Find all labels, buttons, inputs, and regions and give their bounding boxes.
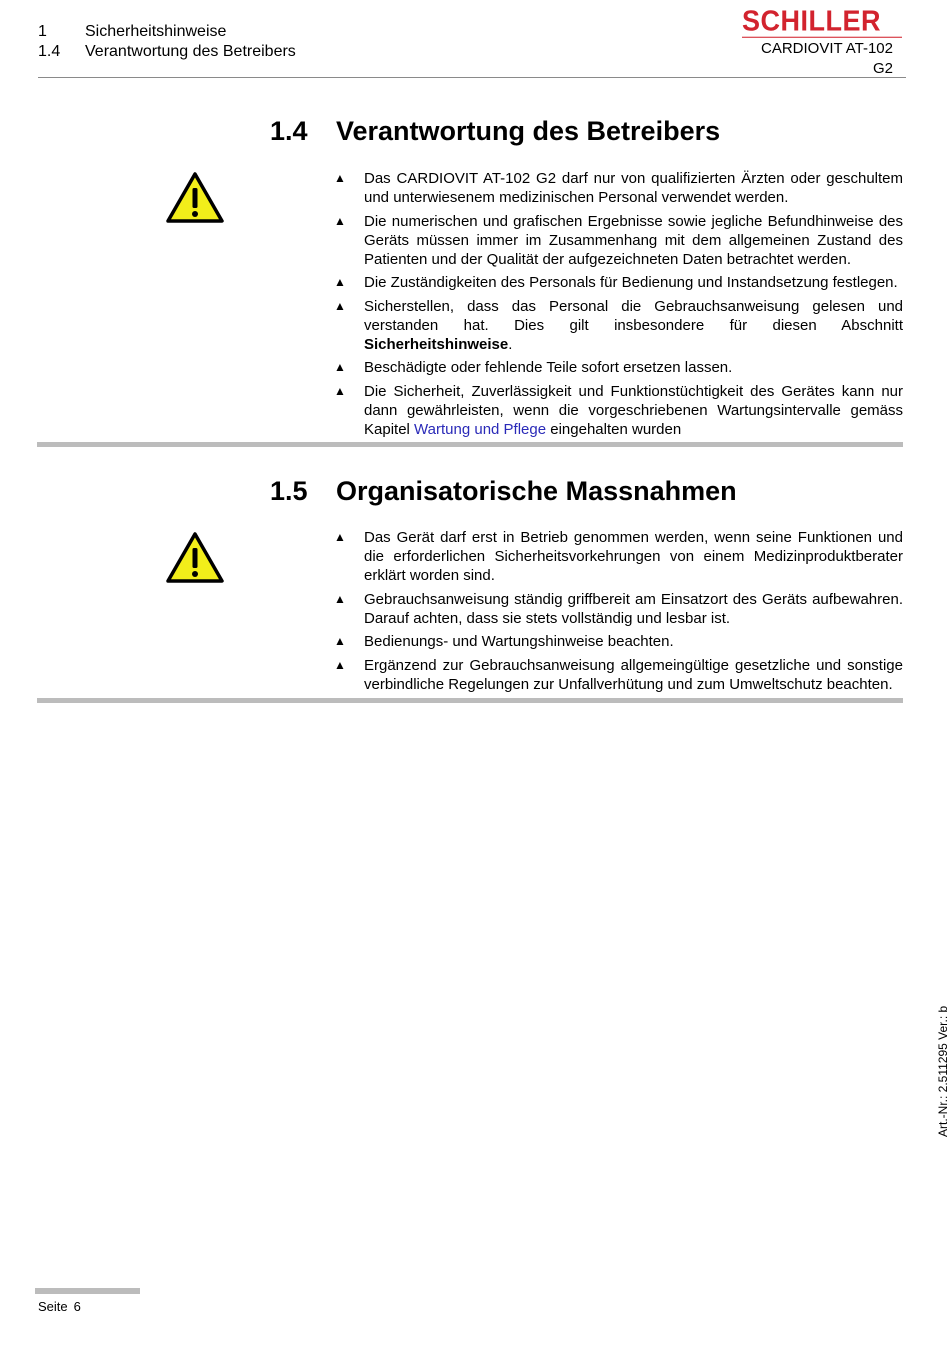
list-item: ▲ Die Zuständigkeiten des Personals für Bedienung und Instandsetzung festlegen. xyxy=(334,274,898,291)
bullet-triangle-icon: ▲ xyxy=(334,591,346,606)
cross-reference-link[interactable]: Wartung und Pflege xyxy=(414,420,547,438)
schiller-logo: SCHILLER xyxy=(742,5,902,38)
section-title: Verantwortung des Betreibers xyxy=(85,43,296,60)
section-heading-title: Organisatorische Massnahmen xyxy=(336,476,737,506)
section-heading xyxy=(270,475,737,507)
header-divider xyxy=(38,77,906,78)
list-item: ▲ Das Gerät darf erst in Betrieb genommen werden, wenn seine Funktionen und die erforderlichen Sicherheitsvorkehrungen von einem Medizinproduktberater erklärt worden sind. xyxy=(334,529,903,584)
chapter-title: Sicherheitshinweise xyxy=(85,23,227,40)
chapter-number: 1 xyxy=(38,23,47,40)
page-number: 6 xyxy=(73,1299,81,1314)
running-header-section xyxy=(38,42,296,62)
bullet-triangle-icon: ▲ xyxy=(334,275,346,289)
list-item: ▲ Ergänzend zur Gebrauchsanweisung allgemeingültige gesetzliche und sonstige verbindliche Regelungen zur Unfallverhütung und zum Umweltschutz beachten. xyxy=(334,656,903,693)
section-number: 1.4 xyxy=(38,43,61,60)
page-label: Seite xyxy=(38,1299,68,1314)
brand-block xyxy=(742,6,902,79)
bullet-triangle-icon: ▲ xyxy=(334,634,346,648)
bullet-list xyxy=(334,169,903,443)
section-heading xyxy=(270,115,720,147)
bullet-triangle-icon: ▲ xyxy=(334,530,346,544)
device-model: CARDIOVIT AT-102 G2 xyxy=(761,40,893,77)
bullet-triangle-icon: ▲ xyxy=(334,298,346,313)
list-item: ▲ Das CARDIOVIT AT-102 G2 darf nur von qualifizierten Ärzten oder geschultem und unterwiesenem medizinischen Personal verwendet werden. xyxy=(334,170,903,206)
section-heading-title: Verantwortung des Betreibers xyxy=(336,116,721,146)
section-divider xyxy=(37,698,903,703)
bullet-triangle-icon: ▲ xyxy=(334,383,346,398)
list-item: ▲ Gebrauchsanweisung ständig griffbereit am Einsatzort des Geräts aufbewahren. Darauf achten, dass sie stets vollständig und lesbar ist. xyxy=(334,590,903,627)
warning-triangle-icon xyxy=(166,532,224,584)
section-divider xyxy=(37,442,903,447)
warning-triangle-icon xyxy=(166,172,224,224)
bullet-triangle-icon: ▲ xyxy=(334,657,346,672)
footer-bar xyxy=(35,1288,140,1294)
bullet-triangle-icon: ▲ xyxy=(334,213,346,228)
bullet-triangle-icon: ▲ xyxy=(334,360,346,374)
bullet-triangle-icon: ▲ xyxy=(334,171,346,185)
bullet-list xyxy=(334,528,903,698)
running-header xyxy=(38,22,296,62)
section-heading-number: 1.5 xyxy=(270,476,308,506)
section-heading-number: 1.4 xyxy=(270,116,308,146)
list-item: ▲ Die Sicherheit, Zuverlässigkeit und Funktionstüchtigkeit des Gerätes kann nur dann gewährleisten, wenn die vorgeschriebenen Wartungsintervalle gemäss Kapitel Wartung und Pflege eingehalten wurden xyxy=(334,382,903,438)
list-item: ▲ Bedienungs- und Wartungshinweise beachten. xyxy=(334,633,674,650)
list-item: ▲ Die numerischen und grafischen Ergebnisse sowie jegliche Befundhinweise des Geräts müssen immer im Zusammenhang mit dem allgemeinen Zustand des Patienten und der Qualität der aufgezeichneten Daten betrachtet werden. xyxy=(334,212,903,268)
article-number: Art.-Nr.: 2.511295 Ver.: b xyxy=(936,1005,950,1137)
list-item: ▲ Sicherstellen, dass das Personal die Gebrauchsanweisung gelesen und verstanden hat. Dies gilt insbesondere für diesen Abschnitt Sicherheitshinweise. xyxy=(334,297,903,353)
running-header-chapter xyxy=(38,22,296,42)
bold-reference: Sicherheitshinweise xyxy=(364,335,509,353)
page-footer xyxy=(38,1298,81,1316)
list-item: ▲ Beschädigte oder fehlende Teile sofort ersetzen lassen. xyxy=(334,359,733,376)
